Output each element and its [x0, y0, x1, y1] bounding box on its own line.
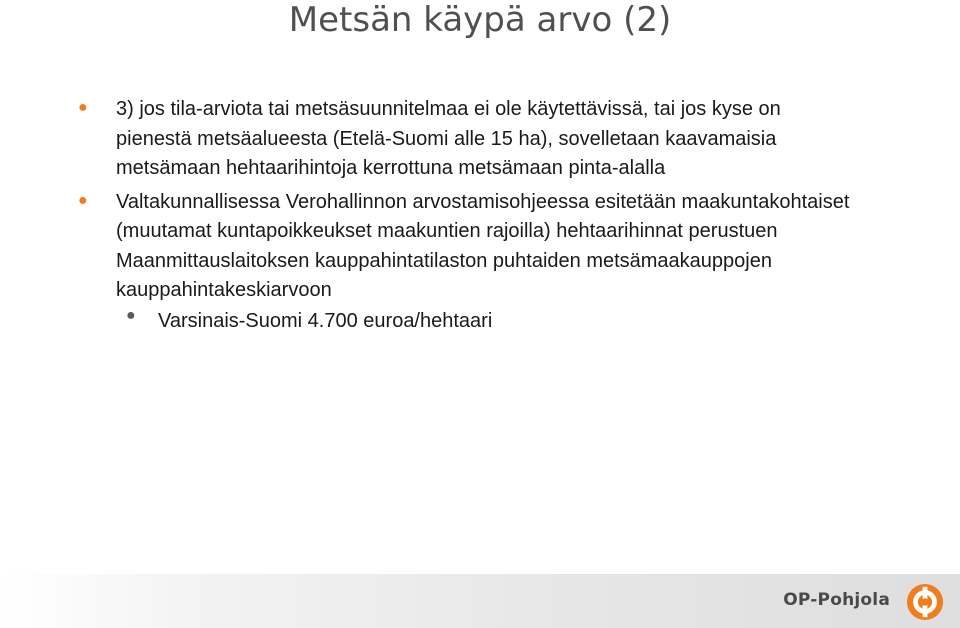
bullet-item: [78, 95, 856, 184]
sub-bullet-item-text: Varsinais-Suomi 4.700 euroa/hehtaari: [158, 309, 493, 332]
sub-bullet-item: [126, 306, 856, 337]
op-logo-icon: [906, 583, 944, 621]
footer-bar: [0, 574, 960, 628]
bullet-dot-icon: ●: [78, 191, 88, 209]
bullet-item: [78, 188, 856, 306]
slide-content: [78, 95, 856, 336]
sub-bullet-dot-icon: ●: [126, 306, 136, 324]
bullet-item-text: 3) jos tila-arviota tai metsäsuunnitelmaa ei ole käytettävissä, tai jos kyse on pienestä metsäalueesta (Etelä-Suomi alle 15 ha), sovelletaan kaavamaisia metsämaan hehtaarihintoja kerrottuna metsämaan pinta-alalla: [116, 98, 781, 179]
bullet-item-text: Valtakunnallisessa Verohallinnon arvostamisohjeessa esitetään maakuntakohtaiset (muutamat kuntapoikkeukset maakuntien rajoilla) hehtaarihinnat perustuen Maanmittauslaitoksen kauppahintatilaston puhtaiden metsämaakauppojen kauppahintakeskiarvoon: [116, 190, 850, 301]
slide-title: Metsän käypä arvo (2): [288, 0, 672, 40]
bullet-dot-icon: ●: [78, 99, 88, 116]
brand-logo-text: OP-Pohjola: [783, 590, 890, 610]
